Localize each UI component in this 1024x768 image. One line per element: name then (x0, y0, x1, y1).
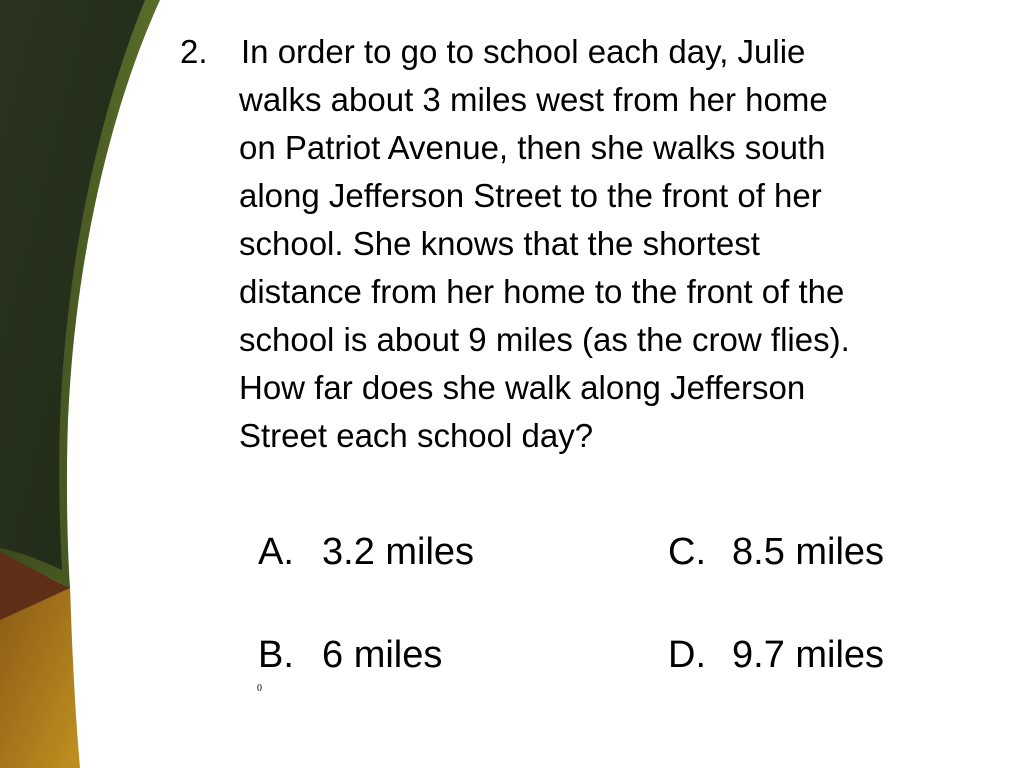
question-line: distance from her home to the front of the (239, 273, 845, 310)
question-number: 2. (180, 33, 208, 70)
question-text (239, 28, 999, 460)
slide-number: 0 (257, 683, 262, 694)
choice-letter: A. (258, 531, 294, 573)
question-line: How far does she walk along Jefferson (239, 369, 806, 406)
choice-text: 6 miles (322, 634, 443, 676)
question-line: school. She knows that the shortest (239, 225, 760, 262)
choice-letter: D. (668, 634, 706, 676)
question-line: Street each school day? (239, 417, 594, 454)
choice-text: 8.5 miles (732, 531, 885, 573)
choice-text: 9.7 miles (732, 634, 885, 676)
answer-choice-d (668, 633, 884, 677)
choice-letter: B. (258, 634, 294, 676)
choice-letter: C. (668, 531, 706, 573)
choice-text: 3.2 miles (322, 531, 475, 573)
question-line: on Patriot Avenue, then she walks south (239, 129, 826, 166)
answer-choice-c (668, 530, 884, 574)
question-line: along Jefferson Street to the front of her (239, 177, 822, 214)
answer-choice-b (258, 633, 442, 677)
question-line: In order to go to school each day, Julie (241, 33, 806, 70)
question-line: school is about 9 miles (as the crow flies). (239, 321, 850, 358)
question-line: walks about 3 miles west from her home (239, 81, 828, 118)
answer-choice-a (258, 530, 474, 574)
